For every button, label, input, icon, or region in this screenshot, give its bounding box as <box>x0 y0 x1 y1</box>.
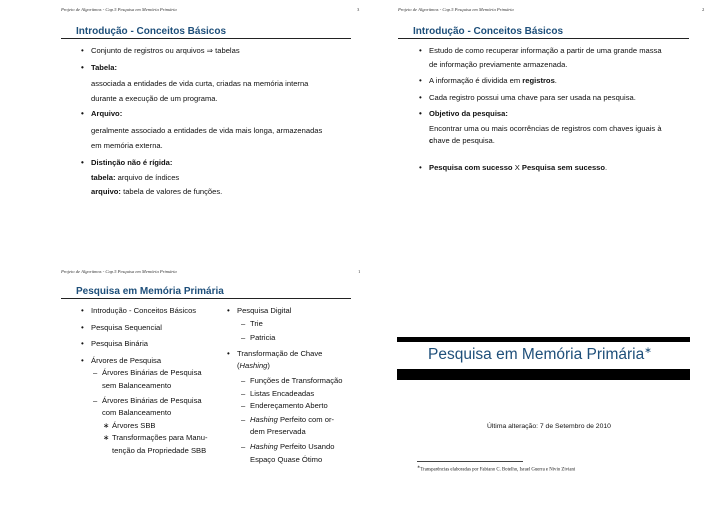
list-item: • Cada registro possui uma chave para ser usada na pesquisa. <box>429 94 699 102</box>
list-item: • Pesquisa com sucesso X Pesquisa sem sucesso. <box>429 164 699 172</box>
list-item: • Pesquisa Digital <box>237 307 355 315</box>
sub-item: – Hashing Perfeito Usando <box>250 443 355 451</box>
presentation-title: Pesquisa em Memória Primária∗ <box>428 345 652 364</box>
title-bar-bottom <box>397 369 690 380</box>
sub-sub-item: ∗ Árvores SBB <box>112 422 247 430</box>
list-item: • Conjunto de registros ou arquivos ⇒ tabelas <box>91 47 356 55</box>
list-item: • Estudo de como recuperar informação a partir de uma grande massa <box>429 47 699 55</box>
list-item: • Tabela: <box>91 64 356 72</box>
sub-item: – Árvores Binárias de Pesquisa <box>102 397 237 405</box>
slide-title: Pesquisa em Memória Primária <box>76 286 224 297</box>
sub-sub-item-text: tenção da Propriedade SBB <box>112 445 207 455</box>
running-header: Projeto de Algoritmos - Cap.5 Pesquisa em Memória Primária <box>61 7 177 12</box>
list-text: arquivo: tabela de valores de funções. <box>91 187 223 197</box>
list-text: de informação previamente armazenada. <box>429 59 568 69</box>
title-rule <box>61 298 351 299</box>
title-bar-top <box>397 337 690 342</box>
page-number: 1 <box>358 269 361 274</box>
list-text: (Hashing) <box>237 361 270 371</box>
page-number: 2 <box>702 7 705 12</box>
list-item: • Pesquisa Binária <box>91 340 226 348</box>
list-item: • Árvores de Pesquisa <box>91 357 226 365</box>
list-text: em memória externa. <box>91 140 163 150</box>
footnote-rule <box>417 461 523 462</box>
sub-item-text: sem Balanceamento <box>102 380 172 390</box>
sub-item: – Listas Encadeadas <box>250 390 368 398</box>
list-item: • Objetivo da pesquisa: <box>429 110 699 118</box>
list-item: • Transformação de Chave <box>237 350 355 358</box>
sub-item-text: Espaço Quase Ótimo <box>250 454 323 464</box>
list-item: • Introdução - Conceitos Básicos <box>91 307 226 315</box>
slide-body <box>429 47 699 172</box>
list-item: • A informação é dividida em registros. <box>429 77 699 85</box>
sub-sub-item: ∗ Transformações para Manu- <box>112 434 247 442</box>
footnote-mark: ∗ <box>644 345 652 355</box>
outline-right-column <box>237 307 355 463</box>
list-text: geralmente associado a entidades de vida mais longa, armazenadas <box>91 125 323 135</box>
list-text: tabela: arquivo de índices <box>91 172 180 182</box>
page-number: 3 <box>357 7 360 12</box>
sub-item: – Árvores Binárias de Pesquisa <box>102 369 237 377</box>
sub-item-text: com Balanceamento <box>102 408 172 418</box>
slide-title: Introdução - Conceitos Básicos <box>76 26 227 37</box>
list-item: • Pesquisa Sequencial <box>91 324 226 332</box>
sub-item: – Endereçamento Aberto <box>250 402 368 410</box>
title-rule <box>61 38 351 39</box>
list-text: associada a entidades de vida curta, criadas na memória interna <box>91 79 309 89</box>
sub-item: – Hashing Perfeito com or- <box>250 416 355 424</box>
slide-body <box>91 47 356 196</box>
outline-left-column <box>91 307 226 455</box>
implies-arrow: ⇒ <box>206 46 214 55</box>
running-header: Projeto de Algoritmos - Cap.5 Pesquisa em Memória Primária <box>61 269 177 274</box>
slide-title: Introdução - Conceitos Básicos <box>413 26 564 37</box>
last-updated: Última alteração: 7 de Setembro de 2010 <box>487 423 611 430</box>
sub-item: – Patricia <box>250 334 368 342</box>
list-text: durante a execução de um programa. <box>91 93 218 103</box>
list-item: • Distinção não é rígida: <box>91 159 356 167</box>
sub-item: – Funções de Transformação <box>250 377 368 385</box>
sub-item-text: dem Preservada <box>250 427 306 437</box>
footnote: ∗Transparências elaboradas por Fabiano C. Botelho, Israel Guerra e Nivio Ziviani <box>417 464 576 473</box>
sub-item: – Trie <box>250 320 368 328</box>
list-item: • Arquivo: <box>91 110 356 118</box>
running-header: Projeto de Algoritmos - Cap.5 Pesquisa em Memória Primária <box>398 7 514 12</box>
title-rule <box>398 38 689 39</box>
list-text: Encontrar uma ou mais ocorrências de registros com chaves iguais à <box>429 123 662 133</box>
list-text: chave de pesquisa. <box>429 135 495 145</box>
